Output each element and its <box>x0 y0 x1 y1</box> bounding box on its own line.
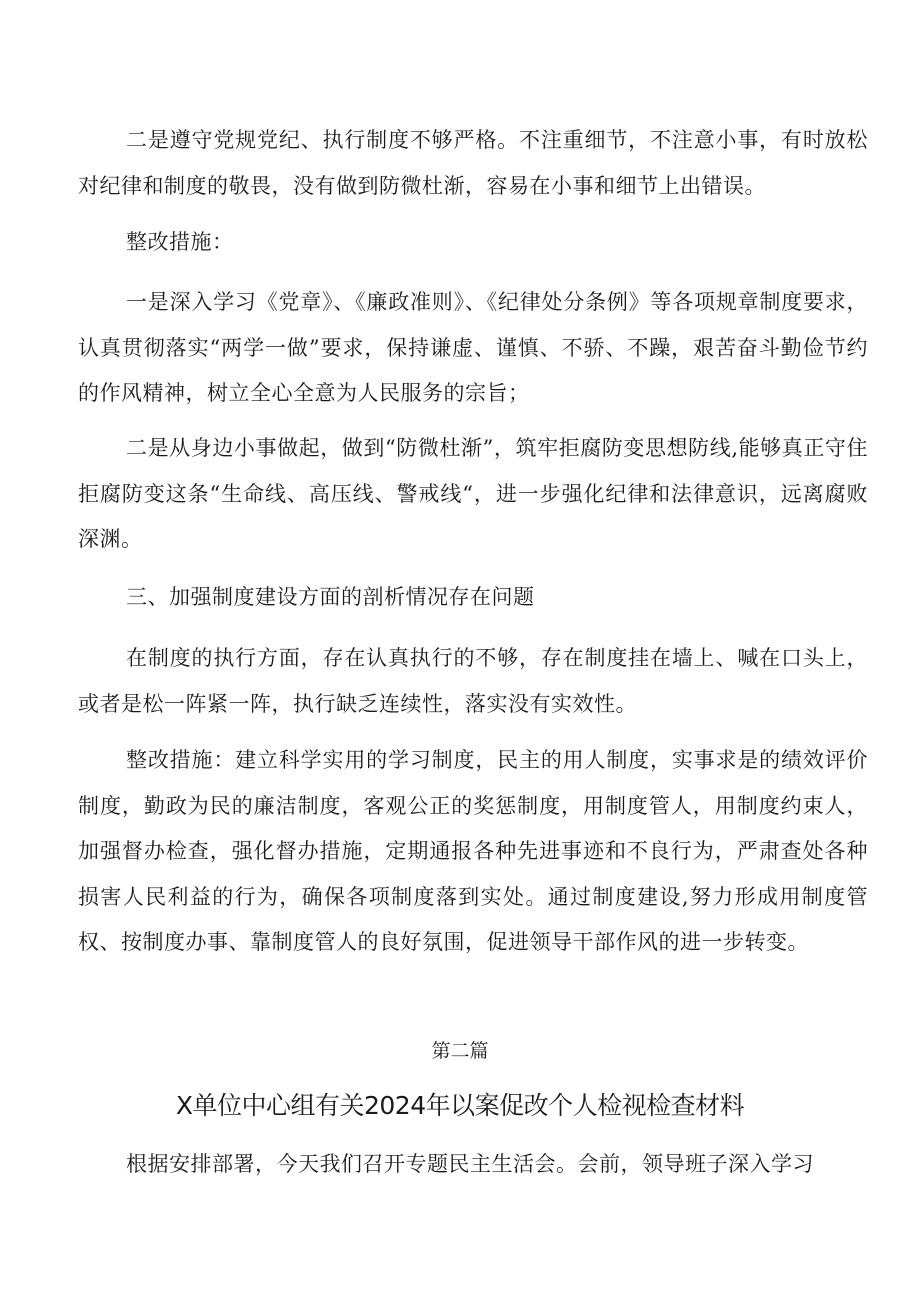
paragraph-execution-issue: 在制度的执行方面，存在认真执行的不够，存在制度挂在墙上、喊在口头上，或者是松一阵紧一阵，执行缺乏连续性，落实没有实效性。 <box>78 646 868 716</box>
section-title: X单位中心组有关2024年以案促改个人检视检查材料 <box>175 1091 745 1120</box>
paragraph-small-things-measure: 二是从身边小事做起，做到“防微杜渐”，筑牢拒腐防变思想防线,能够真正守住拒腐防变这条“生命线、高压线、警戒线“，进一步强化纪律和法律意识，远离腐败深渊。 <box>78 436 868 551</box>
paragraph-system-measures: 整改措施：建立科学实用的学习制度，民主的用人制度，实事求是的绩效评价制度，勤政为民的廉洁制度，客观公正的奖惩制度，用制度管人，用制度约束人，加强督办检查，强化督办措施，定期通报各种先进事迹和不良行为，严肃查处各种损害人民利益的行为，确保各项制度落到实处。通过制度建设,努力形成用制度管权、按制度办事、靠制度管人的良好氛围，促进领导干部作风的进一步转变。 <box>78 748 868 954</box>
paragraph-study-measure: 一是深入学习《党章》、《廉政准则》、《纪律处分条例》等各项规章制度要求，认真贯彻落实“两学一做”要求，保持谦虚、谨慎、不骄、不躁，艰苦奋斗勤俭节约的作风精神，树立全心全意为人民服务的宗旨； <box>78 290 868 405</box>
paragraph-section-three-heading: 三、加强制度建设方面的剖析情况存在问题 <box>126 585 535 609</box>
paragraph-rectification-label: 整改措施： <box>126 230 234 254</box>
section-label: 第二篇 <box>431 1040 489 1062</box>
paragraph-opening: 根据安排部署，今天我们召开专题民主生活会。会前，领导班子深入学习 <box>126 1152 814 1176</box>
paragraph-discipline-issue: 二是遵守党规党纪、执行制度不够严格。不注重细节，不注意小事，有时放松对纪律和制度的敬畏，没有做到防微杜渐，容易在小事和细节上出错误。 <box>78 128 868 198</box>
